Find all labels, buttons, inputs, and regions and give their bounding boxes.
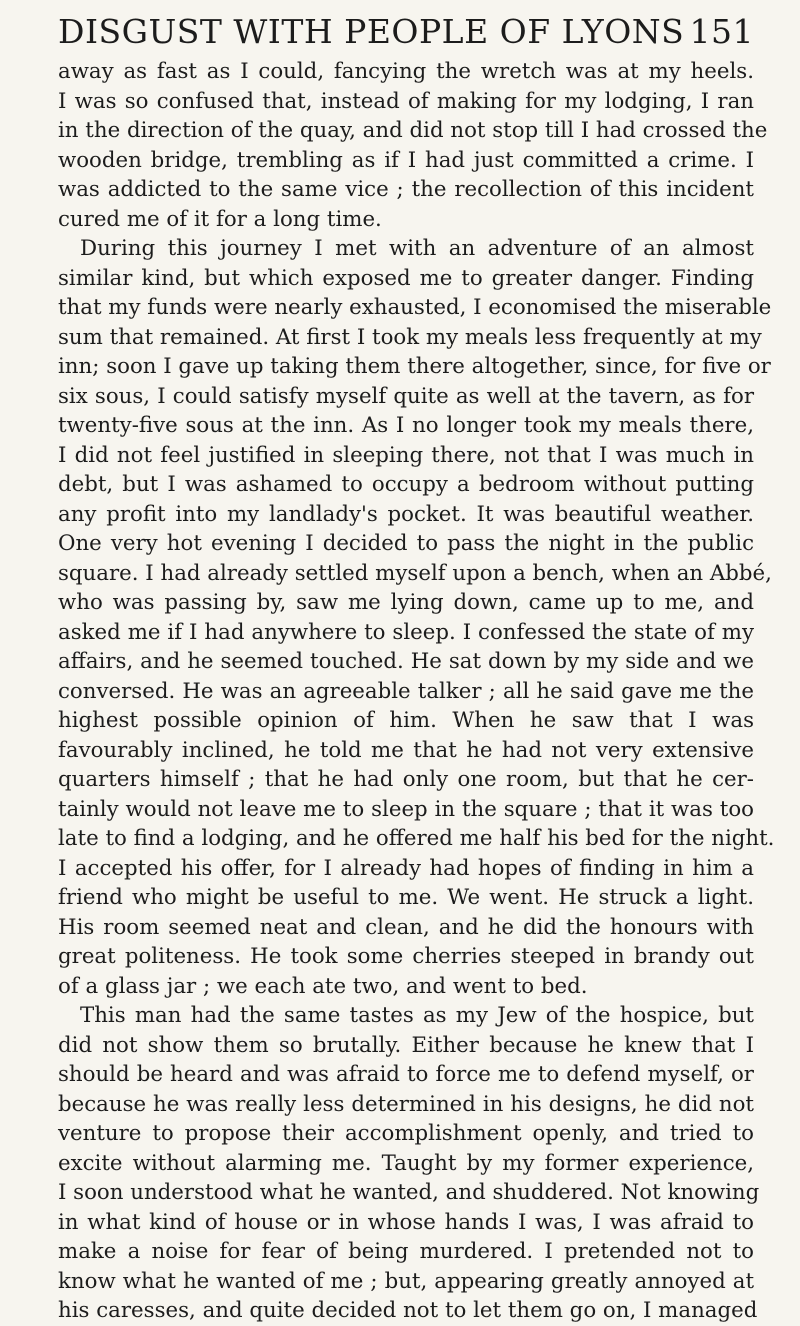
text-line: know what he wanted of me ; but, appearing greatly annoyed at bbox=[58, 1268, 754, 1294]
text-line: I soon understood what he wanted, and shuddered. Not knowing bbox=[58, 1180, 760, 1205]
text-line: make a noise for fear of being murdered. I pretended not to bbox=[58, 1239, 754, 1264]
running-title: DISGUST WITH PEOPLE OF LYONS bbox=[58, 12, 685, 51]
text-line: twenty-five sous at the inn. As I no longer took my meals there, bbox=[58, 413, 754, 438]
text-line: away as fast as I could, fancying the wretch was at my heels. bbox=[58, 59, 754, 84]
text-line: conversed. He was an agreeable talker ; all he said gave me the bbox=[58, 678, 754, 704]
text-line: was addicted to the same vice ; the recollection of this incident bbox=[58, 177, 754, 202]
text-line: quarters himself ; that he had only one room, but that he cer- bbox=[58, 767, 754, 792]
text-line: in the direction of the quay, and did not stop till I had crossed the bbox=[58, 118, 768, 143]
text-line: wooden bridge, trembling as if I had just committed a crime. I bbox=[58, 147, 754, 173]
text-line: similar kind, but which exposed me to greater danger. Finding bbox=[58, 265, 754, 291]
text-line: in what kind of house or in whose hands I was, I was afraid to bbox=[58, 1209, 754, 1235]
text-line: any profit into my landlady's pocket. It was beautiful weather. bbox=[58, 501, 754, 527]
text-line: did not show them so brutally. Either because he knew that I bbox=[58, 1032, 754, 1058]
text-line: His room seemed neat and clean, and he did the honours with bbox=[58, 914, 754, 940]
text-line: that my funds were nearly exhausted, I economised the miserable bbox=[58, 295, 772, 320]
text-line: excite without alarming me. Taught by my former experience, bbox=[58, 1150, 754, 1176]
text-line: inn; soon I gave up taking them there altogether, since, for five or bbox=[58, 354, 771, 379]
text-line: late to find a lodging, and he offered me half his bed for the night. bbox=[58, 826, 775, 851]
text-line: of a glass jar ; we each ate two, and went to bed. bbox=[58, 973, 588, 999]
text-line: I accepted his offer, for I already had hopes of finding in him a bbox=[58, 855, 754, 881]
text-line: asked me if I had anywhere to sleep. I confessed the state of my bbox=[58, 619, 754, 645]
text-line: favourably inclined, he told me that he had not very extensive bbox=[58, 737, 754, 763]
page-number: 151 bbox=[689, 12, 754, 51]
text-line: great politeness. He took some cherries steeped in brandy out bbox=[58, 944, 754, 969]
text-line: because he was really less determined in his designs, he did not bbox=[58, 1091, 754, 1117]
text-line: sum that remained. At first I took my meals less frequently at my bbox=[58, 324, 762, 350]
text-line: friend who might be useful to me. We went. He struck a light. bbox=[58, 885, 754, 910]
text-line: his caresses, and quite decided not to let them go on, I managed bbox=[58, 1298, 758, 1323]
text-line: During this journey I met with an adventure of an almost bbox=[80, 236, 754, 261]
text-line: highest possible opinion of him. When he saw that I was bbox=[58, 708, 754, 733]
text-line: I did not feel justified in sleeping there, not that I was much in bbox=[58, 442, 754, 468]
text-line: debt, but I was ashamed to occupy a bedroom without putting bbox=[58, 472, 754, 497]
text-line: should be heard and was afraid to force me to defend myself, or bbox=[58, 1062, 754, 1087]
text-line: affairs, and he seemed touched. He sat down by my side and we bbox=[58, 649, 754, 674]
text-line: cured me of it for a long time. bbox=[58, 206, 382, 232]
text-line: One very hot evening I decided to pass the night in the public bbox=[58, 531, 754, 556]
text-line: who was passing by, saw me lying down, came up to me, and bbox=[58, 590, 754, 615]
text-line: square. I had already settled myself upon a bench, when an Abbé, bbox=[58, 560, 772, 586]
text-line: I was so confused that, instead of making for my lodging, I ran bbox=[58, 88, 754, 114]
text-line: venture to propose their accomplishment openly, and tried to bbox=[58, 1121, 754, 1146]
text-line: tainly would not leave me to sleep in the square ; that it was too bbox=[58, 796, 754, 822]
text-line: This man had the same tastes as my Jew of the hospice, but bbox=[80, 1003, 754, 1028]
running-head bbox=[58, 10, 754, 54]
text-line: six sous, I could satisfy myself quite as well at the tavern, as for bbox=[58, 383, 754, 409]
body-text bbox=[58, 57, 775, 1326]
